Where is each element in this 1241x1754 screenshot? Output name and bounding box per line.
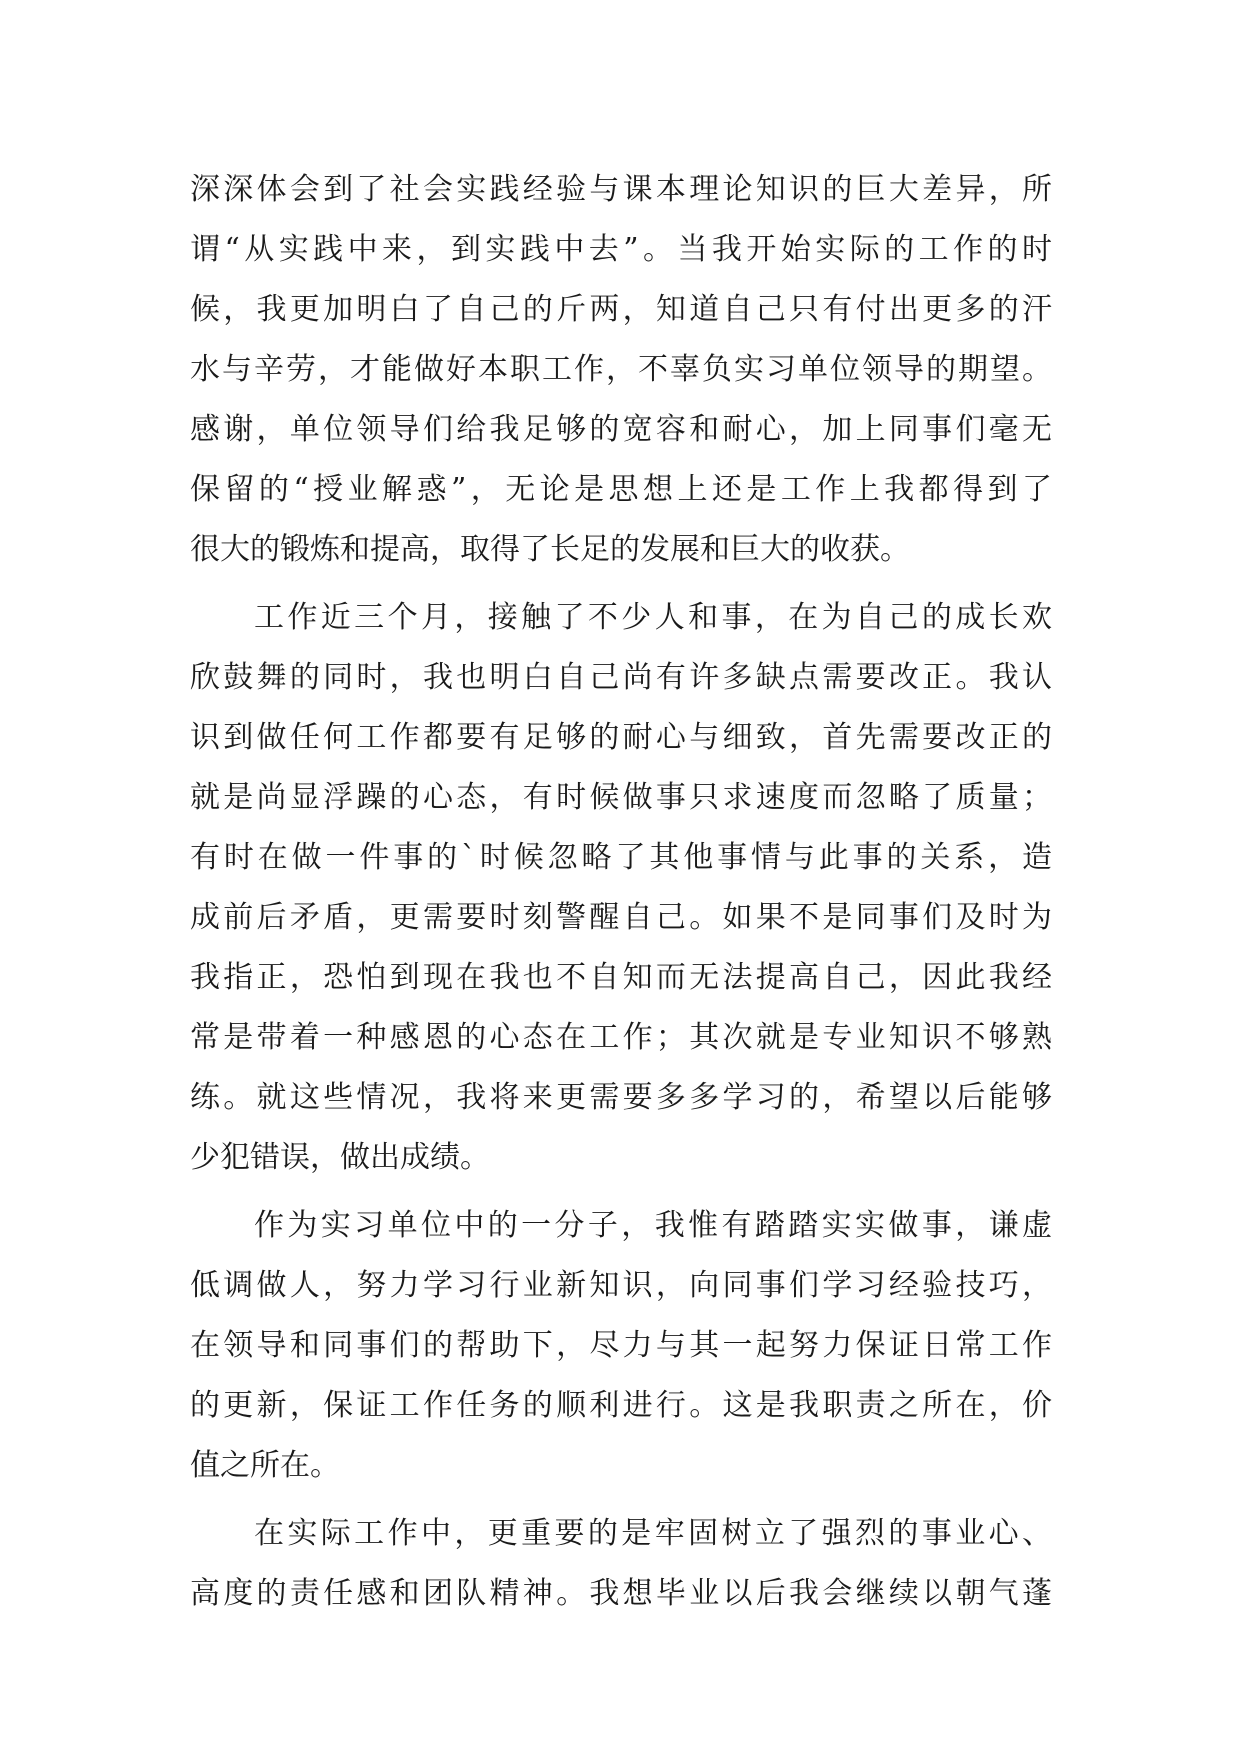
text-line: 感谢，单位领导们给我足够的宽容和耐心，加上同事们毫无 (190, 412, 1052, 447)
text-line: 候，我更加明白了自己的斤两，知道自己只有付出更多的汗 (190, 292, 1052, 327)
text-line: 练。就这些情况，我将来更需要多多学习的，希望以后能够 (190, 1080, 1052, 1115)
text-line: 的更新，保证工作任务的顺利进行。这是我职责之所在，价 (190, 1388, 1052, 1423)
text-line: 值之所在。 (190, 1448, 340, 1483)
text-line: 谓“从实践中来，到实践中去”。当我开始实际的工作的时 (190, 232, 1052, 267)
text-line: 少犯错误，做出成绩。 (190, 1140, 490, 1175)
text-line: 很大的锻炼和提高，取得了长足的发展和巨大的收获。 (190, 532, 910, 567)
text-line: 有时在做一件事的`时候忽略了其他事情与此事的关系，造 (190, 840, 1052, 875)
text-line: 深深体会到了社会实践经验与课本理论知识的巨大差异，所 (190, 172, 1052, 207)
text-line: 成前后矛盾，更需要时刻警醒自己。如果不是同事们及时为 (190, 900, 1052, 935)
text-line: 低调做人，努力学习行业新知识，向同事们学习经验技巧， (190, 1268, 1052, 1303)
text-line: 就是尚显浮躁的心态，有时候做事只求速度而忽略了质量； (190, 780, 1052, 815)
document-body (190, 160, 1052, 1624)
text-line: 高度的责任感和团队精神。我想毕业以后我会继续以朝气蓬 (190, 1576, 1052, 1611)
text-line: 我指正，恐怕到现在我也不自知而无法提高自己，因此我经 (190, 960, 1052, 995)
text-line: 识到做任何工作都要有足够的耐心与细致，首先需要改正的 (190, 720, 1052, 755)
text-line: 水与辛劳，才能做好本职工作，不辜负实习单位领导的期望。 (190, 352, 1052, 387)
paragraph-first-line: 在实际工作中，更重要的是牢固树立了强烈的事业心、 (254, 1516, 1052, 1551)
text-line: 保留的“授业解惑”，无论是思想上还是工作上我都得到了 (190, 472, 1052, 507)
text-line: 常是带着一种感恩的心态在工作；其次就是专业知识不够熟 (190, 1020, 1052, 1055)
paragraph-first-line: 作为实习单位中的一分子，我惟有踏踏实实做事，谦虚 (254, 1208, 1052, 1243)
text-line: 欣鼓舞的同时，我也明白自己尚有许多缺点需要改正。我认 (190, 660, 1052, 695)
text-line: 在领导和同事们的帮助下，尽力与其一起努力保证日常工作 (190, 1328, 1052, 1363)
paragraph-first-line: 工作近三个月，接触了不少人和事，在为自己的成长欢 (254, 600, 1052, 635)
